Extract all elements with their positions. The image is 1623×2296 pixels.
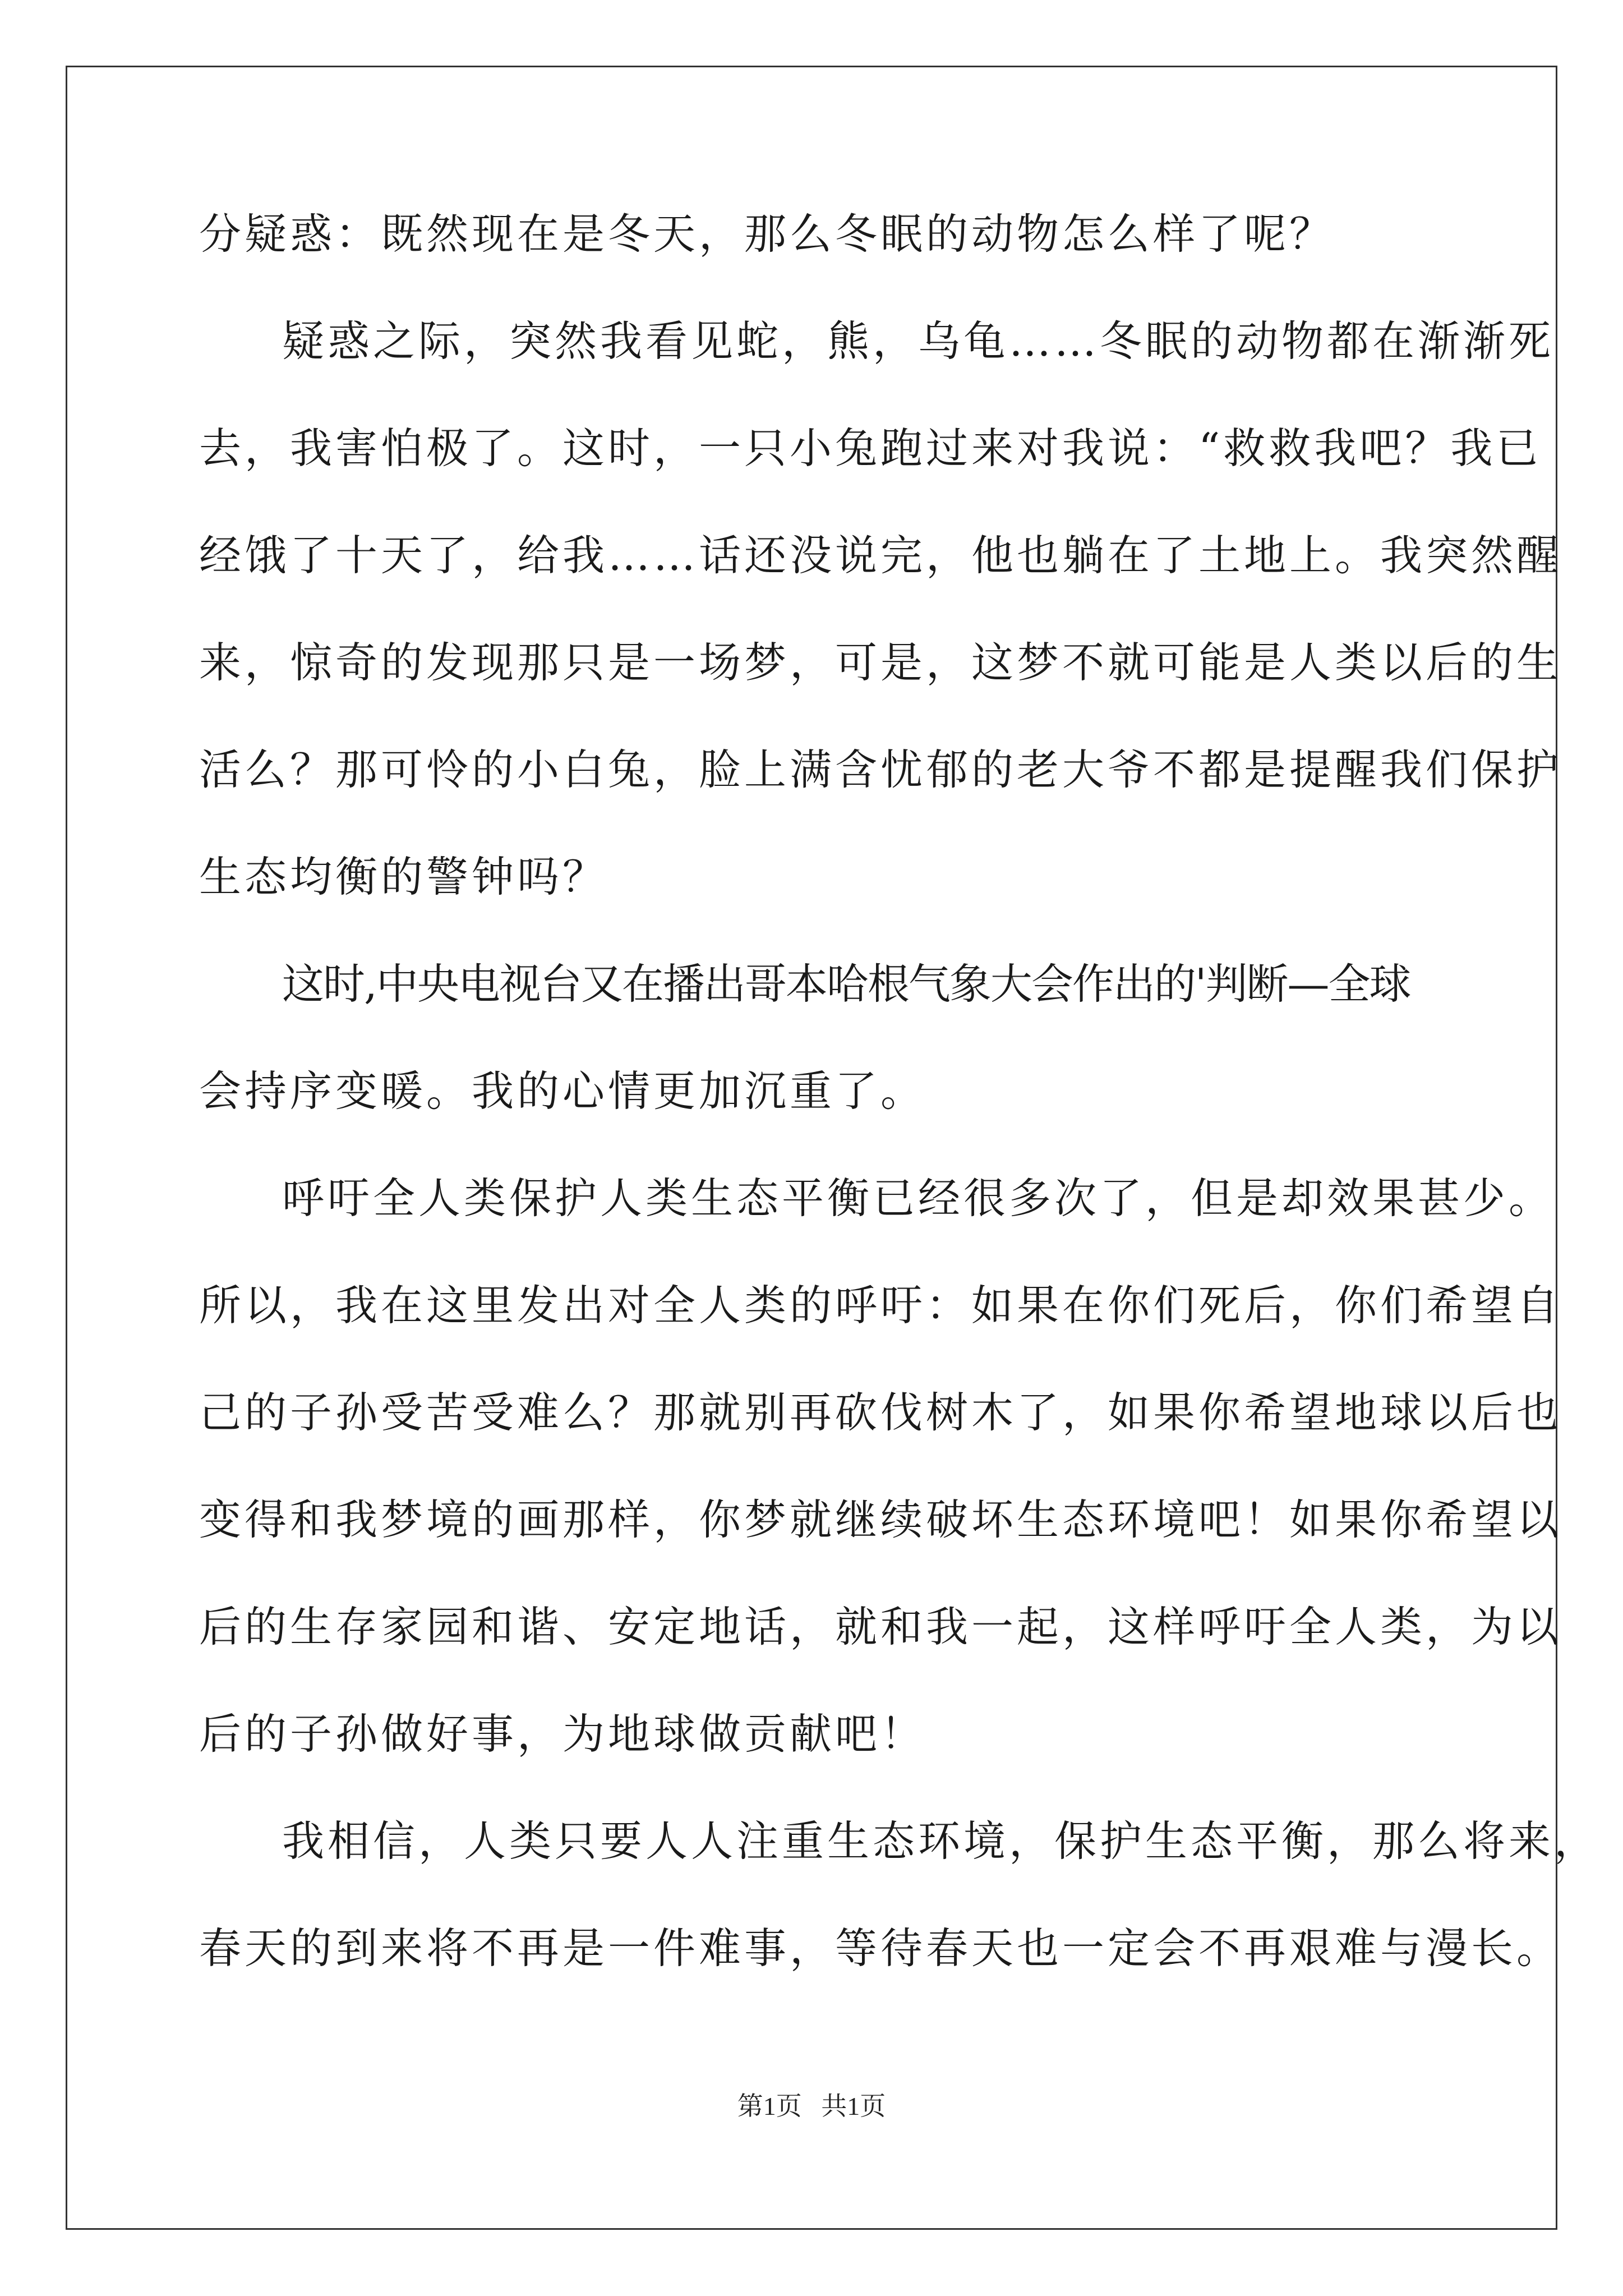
text-line: 己的子孙受苦受难么？那就别再砍伐树木了，如果你希望地球以后也 xyxy=(199,1388,1562,1437)
text-line: 生态均衡的警钟吗？ xyxy=(199,852,608,901)
text-line: 春天的到来将不再是一件难事，等待春天也一定会不再艰难与漫长。 xyxy=(199,1924,1562,1973)
text-line: 所以，我在这里发出对全人类的呼吁：如果在你们死后，你们希望自 xyxy=(199,1281,1562,1330)
paragraph-start-line: 这时,中央电视台又在播出哥本哈根气象大会作出的'判断—全球 xyxy=(282,959,1410,1009)
text-line: 活么？那可怜的小白兔，脸上满含忧郁的老大爷不都是提醒我们保护 xyxy=(199,745,1562,794)
text-line: 去，我害怕极了。这时，一只小兔跑过来对我说：“救救我吧？我已 xyxy=(199,424,1542,473)
text-line: 会持序变暖。我的心情更加沉重了。 xyxy=(199,1066,926,1116)
paragraph-start-line: 呼吁全人类保护人类生态平衡已经很多次了，但是却效果甚少。 xyxy=(282,1174,1555,1223)
text-line: 来，惊奇的发现那只是一场梦，可是，这梦不就可能是人类以后的生 xyxy=(199,638,1562,687)
document-body xyxy=(199,209,1600,2035)
text-line: 变得和我梦境的画那样，你梦就继续破坏生态环境吧！如果你希望以 xyxy=(199,1495,1562,1544)
paragraph-start-line: 疑惑之际，突然我看见蛇，熊，乌龟……冬眠的动物都在渐渐死 xyxy=(282,316,1555,366)
text-line: 后的生存家园和谐、安定地话，就和我一起，这样呼吁全人类，为以 xyxy=(199,1602,1562,1651)
page-number-footer: 第1页 共1页 xyxy=(737,2092,886,2120)
text-line: 后的子孙做好事，为地球做贡献吧！ xyxy=(199,1709,926,1759)
paragraph-start-line: 我相信，人类只要人人注重生态环境，保护生态平衡，那么将来， xyxy=(282,1816,1600,1866)
text-line: 分疑惑：既然现在是冬天，那么冬眠的动物怎么样了呢？ xyxy=(199,209,1335,259)
text-line: 经饿了十天了，给我……话还没说完，他也躺在了土地上。我突然醒 xyxy=(199,531,1562,580)
